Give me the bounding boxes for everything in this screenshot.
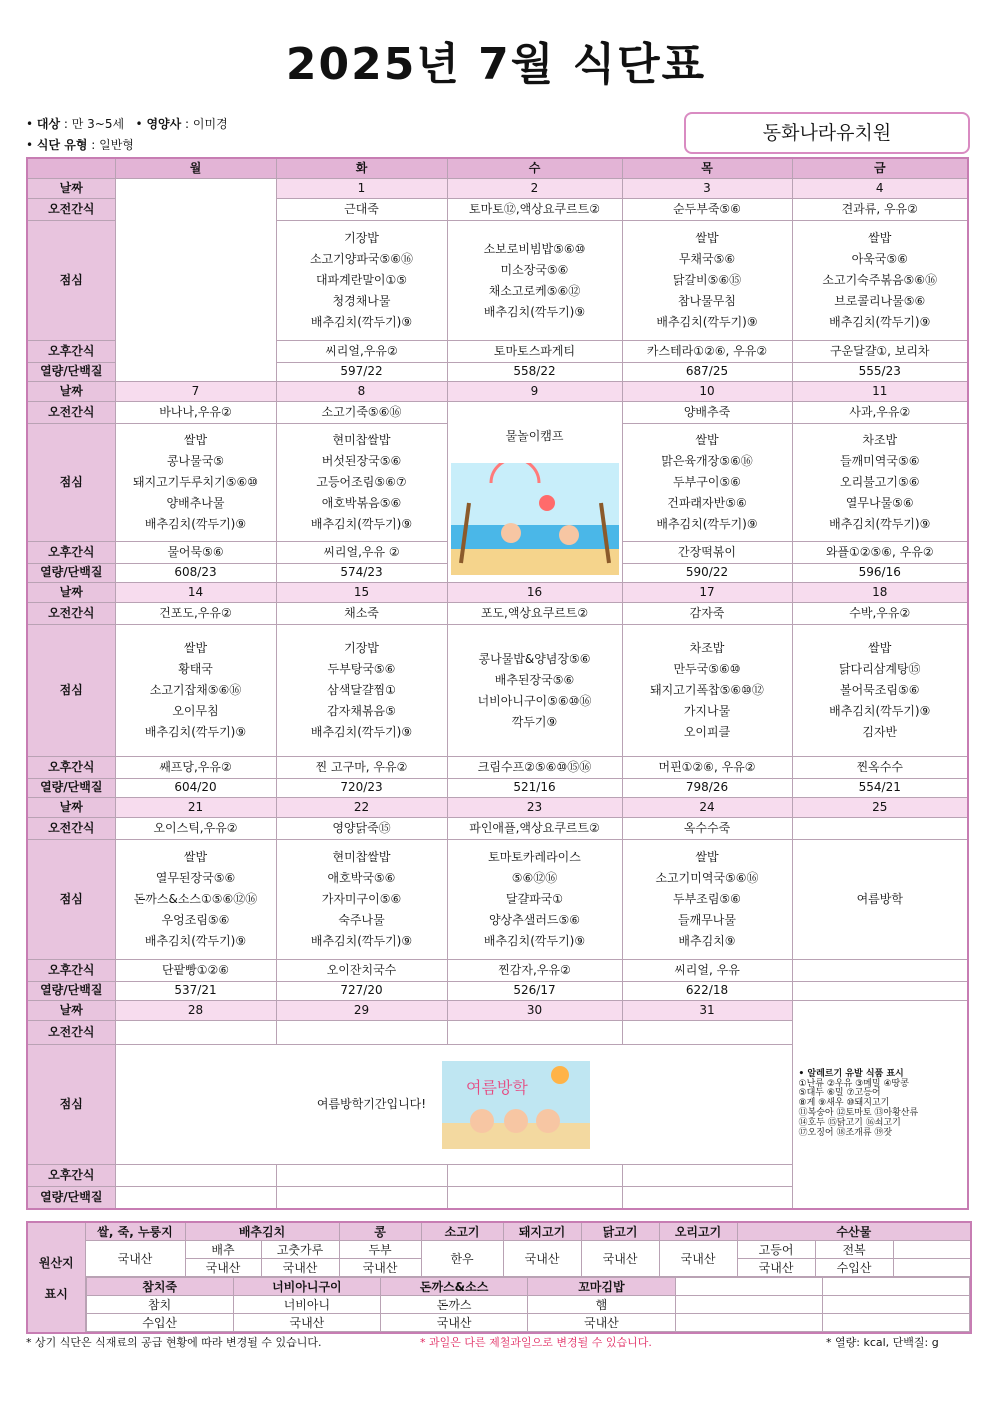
lunch-item: 배추김치(깍두기)⑨ [656, 315, 758, 329]
lunch-cell [276, 424, 447, 542]
kcal-cell [447, 1187, 622, 1209]
row-label-am: 오전간식 [27, 1021, 115, 1045]
am-snack-cell: 순두부죽⑤⑥ [622, 199, 792, 221]
lunch-item: 콩나물국⑤ [166, 454, 225, 468]
day-header: 수 [447, 158, 622, 179]
lunch-item: 차조밥 [689, 641, 725, 655]
lunch-item: 두부구이⑤⑥ [673, 475, 741, 489]
origin-bean-val: 국내산 [339, 1259, 421, 1277]
lunch-item: 소고기잡채⑤⑥⑯ [149, 683, 242, 697]
pm-snack-cell: 씨리얼,우유② [276, 341, 447, 363]
date-cell: 25 [792, 798, 968, 818]
lunch-cell [115, 424, 276, 542]
footer-note-fruit: * 과일은 다른 제철과일으로 변경될 수 있습니다. [420, 1336, 652, 1349]
am-snack-cell: 감자죽 [622, 603, 792, 625]
origin-beef: 한우 [421, 1241, 503, 1277]
event-title: 물놀이캠프 [505, 429, 564, 443]
page-title: 2025년 7월 식단표 [285, 39, 707, 90]
school-name: 동화나라유치원 [684, 112, 970, 154]
row-label-kcal: 열량/단백질 [27, 564, 115, 583]
lunch-cell [622, 625, 792, 757]
origin-abalone-sub: 전복 [815, 1241, 893, 1259]
origin-pork: 국내산 [503, 1241, 581, 1277]
row-label-pm: 오후간식 [27, 1165, 115, 1187]
lunch-item: 소고기양파국⑤⑥⑯ [309, 252, 414, 266]
allergy-line: ⑰오징어 ⑱조개류 ⑲잣 [798, 1127, 893, 1138]
lunch-item: 기장밥 [344, 641, 379, 655]
row-label-date: 날짜 [27, 382, 115, 402]
am-snack-cell: 건포도,우유② [115, 603, 276, 625]
lunch-cell [447, 840, 622, 960]
lunch-item: 오리불고기⑤⑥ [840, 475, 920, 489]
lunch-item: 닭다리삼계탕⑮ [838, 662, 921, 676]
origin-header-rice: 쌀, 죽, 누룽지 [85, 1222, 185, 1241]
origin-tuna-sub: 참치 [86, 1296, 233, 1314]
date-cell: 1 [276, 179, 447, 199]
kcal-cell: 555/23 [792, 363, 968, 382]
lunch-item: 쌀밥 [868, 231, 892, 245]
lunch-item: 배추김치(깍두기)⑨ [310, 934, 413, 948]
pm-snack-cell: 구운달걀①, 보리차 [792, 341, 968, 363]
origin-donkatsu-sub: 돈까스 [381, 1296, 528, 1314]
lunch-item: 애호박볶음⑤⑥ [321, 496, 402, 510]
kcal-cell: 727/20 [276, 982, 447, 1001]
lunch-item: 배추김치(깍두기)⑨ [829, 517, 931, 531]
lunch-item: 우엉조림⑤⑥ [161, 913, 230, 927]
lunch-item: 쌀밥 [695, 231, 719, 245]
lunch-item: 소고기숙주볶음⑤⑥⑯ [822, 273, 938, 287]
lunch-item: 버섯된장국⑤⑥ [321, 454, 402, 468]
lunch-item: 돼지고기폭찹⑤⑥⑩⑫ [650, 683, 764, 697]
menu-type-info: • 식단 유형 : 일반형 [26, 138, 134, 152]
lunch-item: 볼어묵조림⑤⑥ [840, 683, 920, 697]
lunch-item: 두부탕국⑤⑥ [327, 662, 396, 676]
lunch-item: 오이피클 [683, 725, 731, 739]
lunch-cell [622, 221, 792, 341]
am-snack-cell: 영양닭죽⑮ [276, 818, 447, 840]
pm-cell [622, 1165, 792, 1187]
lunch-item: 현미찹쌀밥 [332, 850, 391, 864]
lunch-cell [792, 840, 968, 960]
lunch-item: 쌀밥 [183, 850, 208, 864]
lunch-item: 참나물무침 [678, 294, 736, 308]
lunch-item: 콩나물밥&양념장⑤⑥ [478, 651, 591, 666]
lunch-item: 배추김치(깍두기)⑨ [483, 304, 586, 319]
origin-ham-sub: 햄 [528, 1296, 675, 1314]
pm-cell [115, 1165, 276, 1187]
pm-snack-cell: 단팥빵①②⑥ [115, 960, 276, 982]
row-label-lunch: 점심 [27, 625, 115, 757]
am-snack-cell [276, 1021, 447, 1045]
pm-snack-cell: 머핀①②⑥, 우유② [622, 757, 792, 779]
row-label-lunch: 점심 [27, 840, 115, 960]
lunch-item: 무채국⑤⑥ [678, 252, 736, 266]
lunch-item: 열무나물⑤⑥ [845, 496, 914, 510]
row-label-kcal: 열량/단백질 [27, 982, 115, 1001]
vacation-cell [115, 1045, 792, 1165]
origin-bean-sub: 두부 [339, 1241, 421, 1259]
row-label-am: 오전간식 [27, 199, 115, 221]
row-label-pm: 오후간식 [27, 960, 115, 982]
kcal-cell [276, 1187, 447, 1209]
origin-header-chicken: 닭고기 [581, 1222, 659, 1241]
lunch-item: 배추김치⑨ [678, 934, 736, 948]
lunch-item: 오이무침 [172, 704, 219, 718]
lunch-item: 배추김치(깍두기)⑨ [310, 315, 413, 329]
kcal-cell: 558/22 [447, 363, 622, 382]
lunch-item: 현미찹쌀밥 [332, 433, 391, 447]
am-snack-cell: 사과,우유② [792, 402, 968, 424]
lunch-item: 쌀밥 [183, 641, 208, 655]
row-label-lunch: 점심 [27, 1045, 115, 1165]
row-label-pm: 오후간식 [27, 542, 115, 564]
lunch-item: 감자채볶음⑤ [327, 704, 396, 718]
date-cell: 16 [447, 583, 622, 603]
origin-mackerel-sub: 고등어 [737, 1241, 815, 1259]
pm-snack-cell: 쌔프당,우유② [115, 757, 276, 779]
pm-snack-cell: 씨리얼, 우유 [622, 960, 792, 982]
lunch-item: 돈까스&소스①⑤⑥⑫⑯ [133, 892, 258, 906]
date-cell: 24 [622, 798, 792, 818]
row-label-am: 오전간식 [27, 603, 115, 625]
am-snack-cell: 오이스틱,우유② [115, 818, 276, 840]
lunch-item: 청경채나물 [332, 294, 391, 308]
date-cell: 10 [622, 382, 792, 402]
lunch-item: 황태국 [178, 662, 213, 676]
am-snack-cell: 파인애플,액상요쿠르트② [447, 818, 622, 840]
am-snack-cell: 수박,우유② [792, 603, 968, 625]
water-play-picture [451, 463, 619, 575]
kcal-cell: 798/26 [622, 779, 792, 798]
row-label-lunch: 점심 [27, 221, 115, 341]
row-label-date: 날짜 [27, 798, 115, 818]
origin-header-gimbap: 꼬마김밥 [528, 1278, 675, 1296]
lunch-cell [792, 625, 968, 757]
lunch-item: 쌀밥 [695, 850, 719, 864]
am-snack-cell: 소고기죽⑤⑥⑯ [276, 402, 447, 424]
allergy-line: ⑤대두 ⑥밀 ⑦고등어 [798, 1088, 881, 1099]
day-header: 금 [792, 158, 968, 179]
allergy-title: • 알레르기 유발 식품 표시 [798, 1068, 904, 1079]
origin-ham-val: 국내산 [528, 1314, 675, 1332]
lunch-cell [622, 424, 792, 542]
lunch-item: 브로콜리나물⑤⑥ [834, 294, 926, 308]
am-snack-cell [115, 1021, 276, 1045]
lunch-item: 소보로비빔밥⑤⑥⑩ [483, 241, 586, 256]
lunch-item: 배추김치(깍두기)⑨ [310, 517, 413, 531]
lunch-item: 가자미구이⑤⑥ [321, 892, 402, 906]
origin-neobiani-val: 국내산 [233, 1314, 380, 1332]
origin-kimchi-val: 국내산 [185, 1259, 261, 1277]
lunch-cell [276, 625, 447, 757]
lunch-item: 쌀밥 [183, 433, 208, 447]
origin-donkatsu-val: 국내산 [381, 1314, 528, 1332]
lunch-cell [115, 625, 276, 757]
pm-snack-cell: 찐 고구마, 우유② [276, 757, 447, 779]
footer-note-units: * 열량: kcal, 단백질: g [826, 1336, 939, 1349]
am-snack-cell: 근대죽 [276, 199, 447, 221]
date-cell: 30 [447, 1001, 622, 1021]
pm-snack-cell: 찐감자,우유② [447, 960, 622, 982]
row-label-date: 날짜 [27, 583, 115, 603]
kcal-cell: 687/25 [622, 363, 792, 382]
pm-snack-cell: 찐옥수수 [792, 757, 968, 779]
footer-note-supply: * 상기 식단은 식재료의 공급 현황에 따라 변경될 수 있습니다. [26, 1336, 322, 1349]
lunch-item: 미소장국⑤⑥ [500, 262, 569, 277]
kcal-cell: 622/18 [622, 982, 792, 1001]
origin-header-seafood: 수산물 [737, 1222, 971, 1241]
origin-header-pork: 돼지고기 [503, 1222, 581, 1241]
allergy-line: ⑪복숭아 ⑫토마토 ⑬아황산류 [798, 1108, 919, 1119]
wed-event-cell [447, 402, 622, 583]
row-label-date: 날짜 [27, 1001, 115, 1021]
date-cell: 2 [447, 179, 622, 199]
lunch-item: 두부조림⑤⑥ [673, 892, 741, 906]
origin-empty [822, 1278, 969, 1296]
lunch-item: 배추김치(깍두기)⑨ [656, 517, 758, 531]
target-info: • 대상 : 만 3~5세 • 영양사 : 이미경 [26, 117, 228, 131]
row-label-kcal: 열량/단백질 [27, 363, 115, 382]
allergy-line: ⑭호두 ⑮닭고기 ⑯쇠고기 [798, 1118, 901, 1129]
origin-empty [822, 1314, 969, 1332]
lunch-item: 대파계란말이①⑤ [315, 273, 408, 287]
row-label-am: 오전간식 [27, 402, 115, 424]
kcal-cell: 526/17 [447, 982, 622, 1001]
date-cell: 11 [792, 382, 968, 402]
allergy-line: ①난류 ②우유 ③메밀 ④땅콩 [798, 1078, 909, 1089]
am-snack-cell: 포도,액상요쿠르트② [447, 603, 622, 625]
origin-empty [822, 1296, 969, 1314]
vacation-notice: 여름방학기간입니다! [316, 1096, 427, 1111]
lunch-cell [447, 625, 622, 757]
lunch-item: 배추김치(깍두기)⑨ [829, 704, 931, 718]
date-cell: 17 [622, 583, 792, 603]
summer-vacation-picture [442, 1061, 590, 1149]
kcal-cell [792, 982, 968, 1001]
lunch-cell [792, 221, 968, 341]
lunch-item: 배추김치(깍두기)⑨ [310, 725, 413, 739]
pm-snack-cell: 와플①②⑤⑥, 우유② [792, 542, 968, 564]
lunch-item: 들깨미역국⑤⑥ [840, 454, 920, 468]
kcal-cell: 554/21 [792, 779, 968, 798]
kcal-cell: 574/23 [276, 564, 447, 583]
lunch-item: 열무된장국⑤⑥ [155, 871, 236, 885]
am-snack-cell: 바나나,우유② [115, 402, 276, 424]
kcal-cell: 608/23 [115, 564, 276, 583]
origin-abalone-val: 수입산 [815, 1259, 893, 1277]
pm-snack-cell: 토마토스파게티 [447, 341, 622, 363]
pm-cell [276, 1165, 447, 1187]
row-label-date: 날짜 [27, 179, 115, 199]
origin-header-donkatsu: 돈까스&소스 [381, 1278, 528, 1296]
lunch-item: 배추김치(깍두기)⑨ [829, 315, 931, 329]
origin-label: 원산지 표시 [27, 1222, 85, 1333]
lunch-item: 숙주나물 [338, 913, 385, 927]
lunch-item: 채소고로케⑤⑥⑫ [488, 283, 581, 298]
kcal-cell: 537/21 [115, 982, 276, 1001]
origin-header-beef: 소고기 [421, 1222, 503, 1241]
am-snack-cell: 옥수수죽 [622, 818, 792, 840]
lunch-cell [792, 424, 968, 542]
am-snack-cell [447, 1021, 622, 1045]
date-cell: 18 [792, 583, 968, 603]
origin-pepper-sub: 고춧가루 [261, 1241, 339, 1259]
am-snack-cell: 채소죽 [276, 603, 447, 625]
am-snack-cell: 토마토⑫,액상요쿠르트② [447, 199, 622, 221]
corner-cell [27, 158, 115, 179]
lunch-item: 가지나물 [683, 704, 731, 718]
lunch-item: 맑은육개장⑤⑥⑯ [661, 454, 753, 468]
am-snack-cell [622, 1021, 792, 1045]
origin-header-kimchi: 배추김치 [185, 1222, 339, 1241]
date-cell: 15 [276, 583, 447, 603]
lunch-item: 아욱국⑤⑥ [851, 252, 908, 266]
origin-table [26, 1221, 972, 1334]
kcal-cell: 604/20 [115, 779, 276, 798]
date-cell: 23 [447, 798, 622, 818]
pm-snack-cell: 물어묵⑤⑥ [115, 542, 276, 564]
kcal-cell: 720/23 [276, 779, 447, 798]
lunch-item: 고등어조림⑤⑥⑦ [316, 475, 407, 489]
lunch-item: 돼지고기두루치기⑤⑥⑩ [132, 475, 258, 489]
date-cell: 21 [115, 798, 276, 818]
date-cell: 9 [447, 382, 622, 402]
pm-snack-cell: 크림수프②⑤⑥⑩⑮⑯ [447, 757, 622, 779]
kcal-cell: 590/22 [622, 564, 792, 583]
lunch-item: 쌀밥 [868, 641, 892, 655]
lunch-item: 토마토카레라이스 [488, 850, 581, 864]
origin-empty [893, 1241, 971, 1259]
date-cell: 7 [115, 382, 276, 402]
origin-empty [675, 1296, 822, 1314]
date-cell: 14 [115, 583, 276, 603]
empty-cell [115, 179, 276, 382]
pm-snack-cell [792, 960, 968, 982]
row-label-lunch: 점심 [27, 424, 115, 542]
row-label-am: 오전간식 [27, 818, 115, 840]
row-label-kcal: 열량/단백질 [27, 779, 115, 798]
lunch-item: 소고기미역국⑤⑥⑯ [655, 871, 759, 885]
date-cell: 8 [276, 382, 447, 402]
origin-header-bean: 콩 [339, 1222, 421, 1241]
am-snack-cell [792, 818, 968, 840]
am-snack-cell: 양배추죽 [622, 402, 792, 424]
pm-snack-cell: 씨리얼,우유 ② [276, 542, 447, 564]
lunch-item: 배추김치(깍두기)⑨ [144, 934, 247, 948]
origin-header-tuna: 참치죽 [86, 1278, 233, 1296]
lunch-item: 삼색달걀찜① [327, 683, 396, 697]
lunch-item: 김자반 [862, 725, 898, 739]
menu-table [26, 157, 969, 1210]
kcal-cell: 597/22 [276, 363, 447, 382]
lunch-item: 양배추나물 [166, 496, 225, 510]
origin-header-duck: 오리고기 [659, 1222, 737, 1241]
row-label-pm: 오후간식 [27, 757, 115, 779]
lunch-cell [447, 221, 622, 341]
date-cell: 29 [276, 1001, 447, 1021]
origin-empty [675, 1314, 822, 1332]
lunch-item: 차조밥 [862, 433, 898, 447]
lunch-item: 배추김치(깍두기)⑨ [144, 725, 247, 739]
origin-chicken: 국내산 [581, 1241, 659, 1277]
origin-mackerel-val: 국내산 [737, 1259, 815, 1277]
lunch-cell [276, 221, 447, 341]
lunch-item: 애호박국⑤⑥ [327, 871, 396, 885]
origin-header-neobiani: 너비아니구이 [233, 1278, 380, 1296]
lunch-item: 배추김치(깍두기)⑨ [144, 517, 247, 531]
kcal-cell [115, 1187, 276, 1209]
lunch-item: 깍두기⑨ [511, 714, 558, 729]
origin-neobiani-sub: 너비아니 [233, 1296, 380, 1314]
pm-snack-cell: 카스테라①②⑥, 우유② [622, 341, 792, 363]
origin-pepper-val: 국내산 [261, 1259, 339, 1277]
lunch-item: 들깨무나물 [678, 913, 736, 927]
svg-text:여름방학: 여름방학 [466, 1077, 528, 1097]
lunch-item: 쌀밥 [695, 433, 719, 447]
kcal-cell [622, 1187, 792, 1209]
lunch-item: ⑤⑥⑫⑯ [511, 871, 558, 885]
lunch-cell [115, 840, 276, 960]
lunch-item: 너비아니구이⑤⑥⑩⑯ [477, 693, 592, 708]
date-cell: 31 [622, 1001, 792, 1021]
lunch-item: 배추김치(깍두기)⑨ [483, 934, 586, 948]
day-header: 화 [276, 158, 447, 179]
lunch-item: 기장밥 [344, 231, 379, 245]
row-label-pm: 오후간식 [27, 341, 115, 363]
origin-tuna-val: 수입산 [86, 1314, 233, 1332]
date-cell: 4 [792, 179, 968, 199]
date-cell: 28 [115, 1001, 276, 1021]
date-cell: 22 [276, 798, 447, 818]
allergy-box [792, 1001, 968, 1209]
row-label-kcal: 열량/단백질 [27, 1187, 115, 1209]
lunch-item: 건파래자반⑤⑥ [667, 496, 747, 510]
pm-snack-cell: 오이잔치국수 [276, 960, 447, 982]
pm-snack-cell: 간장떡볶이 [622, 542, 792, 564]
origin-empty [675, 1278, 822, 1296]
date-cell: 3 [622, 179, 792, 199]
pm-cell [447, 1165, 622, 1187]
am-snack-cell: 견과류, 우유② [792, 199, 968, 221]
origin-kimchi-sub: 배추 [185, 1241, 261, 1259]
lunch-item: 여름방학 [856, 892, 903, 906]
lunch-item: 만두국⑤⑥⑩ [673, 662, 741, 676]
day-header: 목 [622, 158, 792, 179]
origin-rice: 국내산 [85, 1241, 185, 1277]
origin-empty [893, 1259, 971, 1277]
lunch-item: 양상추샐러드⑤⑥ [488, 913, 581, 927]
origin-duck: 국내산 [659, 1241, 737, 1277]
lunch-item: 닭갈비⑤⑥⑮ [672, 273, 742, 287]
lunch-item: 배추된장국⑤⑥ [494, 672, 575, 687]
lunch-cell [276, 840, 447, 960]
allergy-line: ⑧게 ⑨새우 ⑩돼지고기 [798, 1098, 890, 1109]
lunch-cell [622, 840, 792, 960]
kcal-cell: 596/16 [792, 564, 968, 583]
day-header: 월 [115, 158, 276, 179]
kcal-cell: 521/16 [447, 779, 622, 798]
lunch-item: 달걀파국① [505, 892, 564, 906]
